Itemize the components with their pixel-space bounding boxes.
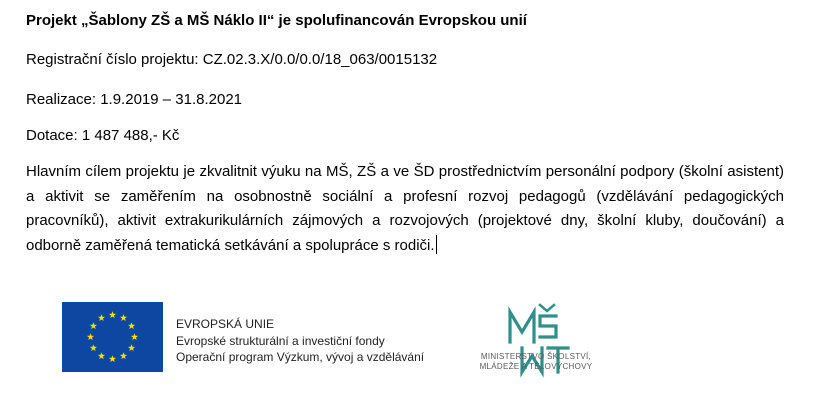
eu-stars-icon	[62, 302, 163, 372]
registration-number: Registrační číslo projektu: CZ.02.3.X/0.0/0.0/18_063/0015132	[26, 51, 438, 68]
eu-star-icon	[128, 322, 135, 329]
text-cursor	[436, 235, 437, 254]
eu-star-icon	[131, 333, 138, 340]
eu-star-icon	[128, 344, 135, 351]
realization-period: Realizace: 1.9.2019 – 31.8.2021	[26, 91, 242, 108]
eu-star-icon	[87, 333, 94, 340]
msmt-letter-s	[540, 316, 556, 337]
subsidy-amount: Dotace: 1 487 488,- Kč	[26, 127, 180, 144]
msmt-caption-line-1: MINISTERSTVO ŠKOLSTVÍ,	[480, 352, 592, 361]
eu-star-icon	[120, 314, 127, 321]
project-description-text: Hlavním cílem projektu je zkvalitnit výuku na MŠ, ZŠ a ve ŠD prostřednictvím personální podpory (školní asistent) a aktivit se zaměřením na osobnostně sociální a profesní rozvoj pedagogů (vzdělávání pedagogických pracovníků), aktivit extrakurikulárních zájmových a rozvojových (projektové dny, školní kluby, doučování) a odborně zaměřená tematická setkávání a spolupráce s rodiči.	[26, 163, 784, 254]
msmt-letter-m1	[510, 312, 534, 342]
project-title: Projekt „Šablony ZŠ a MŠ Náklo II“ je spolufinancován Evropskou unií	[26, 12, 527, 29]
msmt-hacek	[540, 305, 554, 311]
eu-star-icon	[90, 322, 97, 329]
eu-star-icon	[98, 314, 105, 321]
eu-star-icon	[109, 355, 116, 362]
eu-star-icon	[120, 352, 127, 359]
eu-line-2: Evropské strukturální a investiční fondy	[176, 333, 385, 348]
msmt-caption-line-2: MLÁDEŽE A TĚLOVÝCHOVY	[479, 362, 593, 371]
eu-star-icon	[109, 311, 116, 318]
msmt-caption	[466, 352, 606, 372]
eu-star-icon	[98, 352, 105, 359]
eu-line-3: Operační program Výzkum, vývoj a vzdělávání	[176, 350, 425, 364]
project-description[interactable]	[26, 160, 784, 258]
eu-star-icon	[90, 344, 97, 351]
eu-line-1: EVROPSKÁ UNIE	[176, 317, 275, 331]
eu-flag-logo	[62, 302, 163, 372]
eu-logo-text	[176, 316, 424, 366]
